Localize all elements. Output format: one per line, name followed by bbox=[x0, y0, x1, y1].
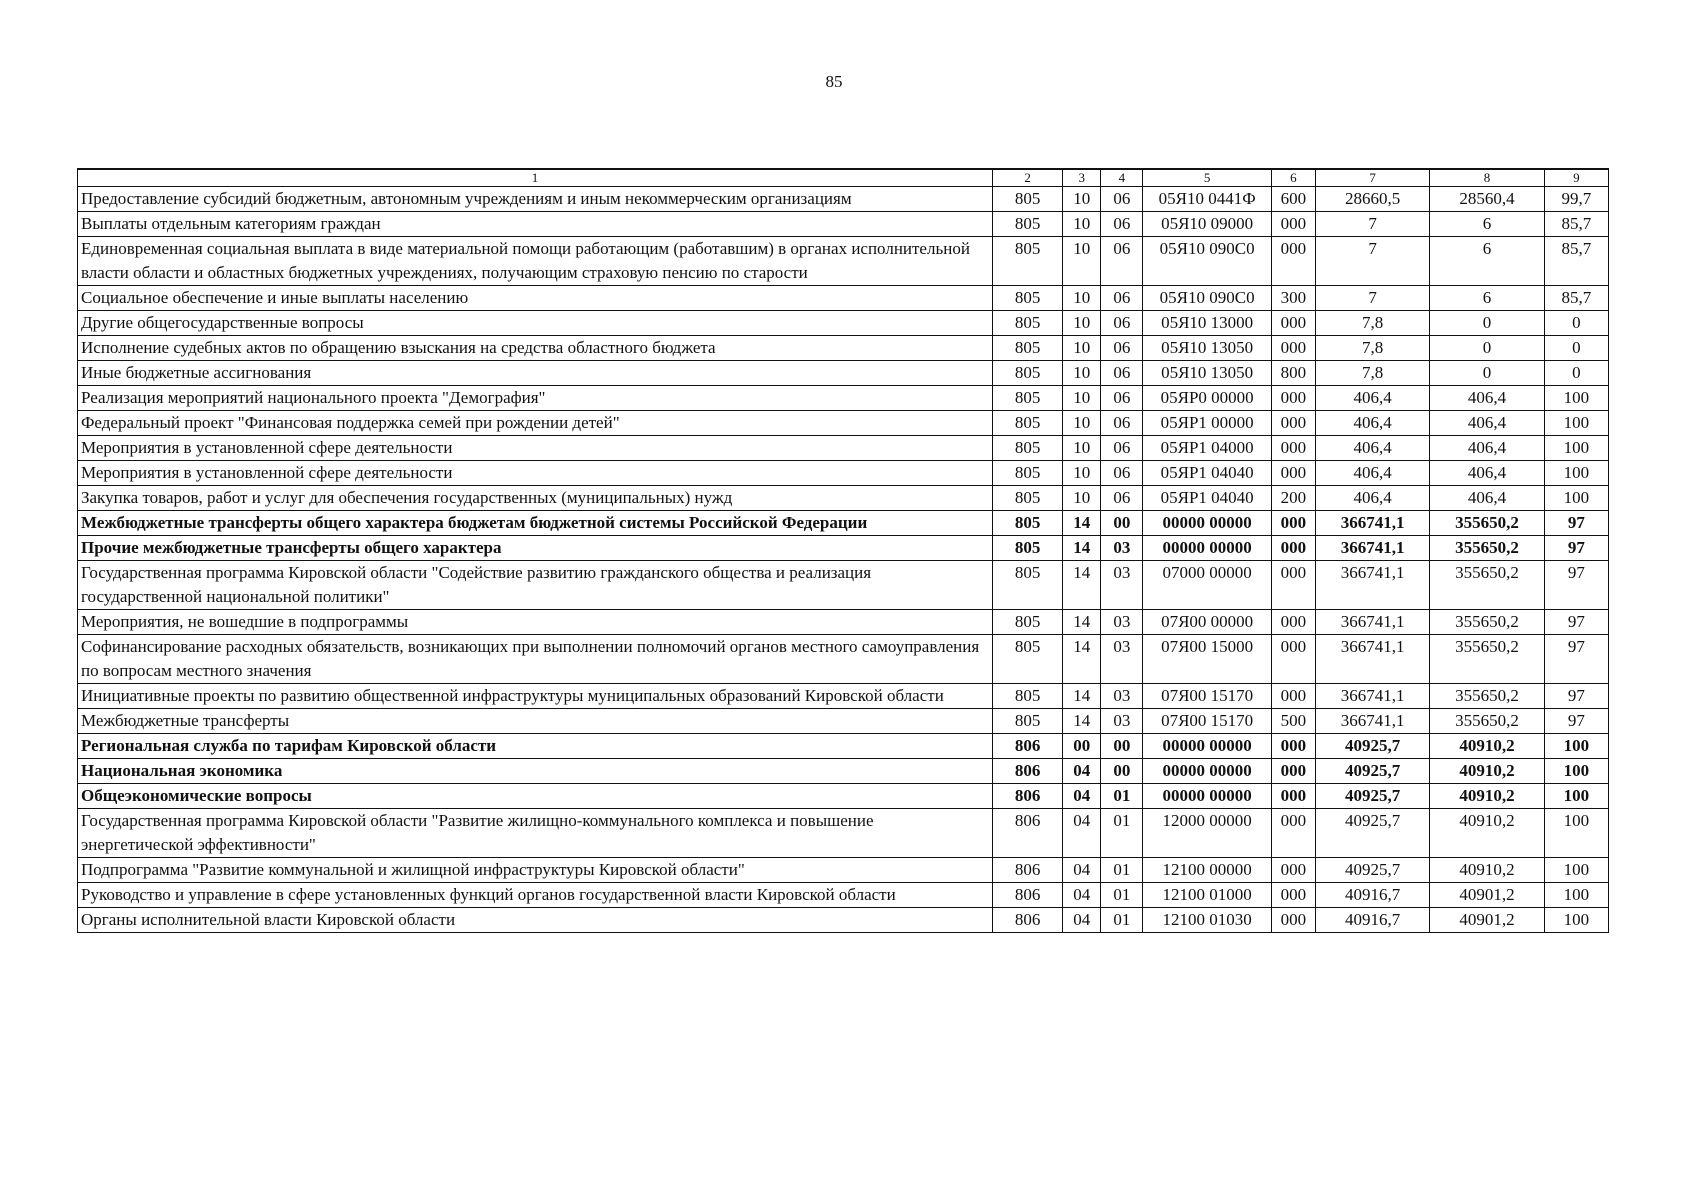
row-target-article: 05ЯР1 04040 bbox=[1143, 461, 1271, 486]
row-expense-type: 600 bbox=[1271, 187, 1315, 212]
row-expense-type: 000 bbox=[1271, 311, 1315, 336]
row-section-code: 04 bbox=[1063, 759, 1101, 784]
row-execution-percent: 97 bbox=[1544, 536, 1608, 561]
row-ved-code: 805 bbox=[992, 536, 1062, 561]
row-section-code: 04 bbox=[1063, 858, 1101, 883]
row-planned-amount: 7 bbox=[1315, 212, 1429, 237]
row-execution-percent: 100 bbox=[1544, 436, 1608, 461]
row-name: Иные бюджетные ассигнования bbox=[78, 361, 993, 386]
table-row bbox=[78, 411, 1609, 436]
row-planned-amount: 40925,7 bbox=[1315, 734, 1429, 759]
row-planned-amount: 28660,5 bbox=[1315, 187, 1429, 212]
row-expense-type: 000 bbox=[1271, 212, 1315, 237]
row-actual-amount: 406,4 bbox=[1430, 486, 1544, 511]
row-execution-percent: 100 bbox=[1544, 908, 1608, 933]
row-execution-percent: 97 bbox=[1544, 511, 1608, 536]
row-name: Другие общегосударственные вопросы bbox=[78, 311, 993, 336]
row-expense-type: 500 bbox=[1271, 709, 1315, 734]
row-execution-percent: 99,7 bbox=[1544, 187, 1608, 212]
row-execution-percent: 100 bbox=[1544, 784, 1608, 809]
row-name: Федеральный проект "Финансовая поддержка семей при рождении детей" bbox=[78, 411, 993, 436]
row-expense-type: 000 bbox=[1271, 883, 1315, 908]
row-name: Общеэкономические вопросы bbox=[78, 784, 993, 809]
row-target-article: 12100 01000 bbox=[1143, 883, 1271, 908]
row-name: Мероприятия в установленной сфере деятельности bbox=[78, 461, 993, 486]
row-ved-code: 805 bbox=[992, 311, 1062, 336]
row-subsection-code: 01 bbox=[1101, 809, 1143, 858]
row-actual-amount: 40910,2 bbox=[1430, 759, 1544, 784]
row-execution-percent: 97 bbox=[1544, 709, 1608, 734]
row-target-article: 00000 00000 bbox=[1143, 784, 1271, 809]
row-expense-type: 000 bbox=[1271, 511, 1315, 536]
table-row bbox=[78, 511, 1609, 536]
row-subsection-code: 03 bbox=[1101, 610, 1143, 635]
row-execution-percent: 0 bbox=[1544, 311, 1608, 336]
table-row bbox=[78, 684, 1609, 709]
row-subsection-code: 00 bbox=[1101, 759, 1143, 784]
row-name: Софинансирование расходных обязательств, возникающих при выполнении полномочий органов местного самоуправления по вопросам местного значения bbox=[78, 635, 993, 684]
row-target-article: 12000 00000 bbox=[1143, 809, 1271, 858]
row-planned-amount: 366741,1 bbox=[1315, 561, 1429, 610]
row-subsection-code: 06 bbox=[1101, 311, 1143, 336]
row-actual-amount: 6 bbox=[1430, 286, 1544, 311]
row-planned-amount: 40916,7 bbox=[1315, 908, 1429, 933]
header-col-4: 4 bbox=[1101, 169, 1143, 187]
table-row bbox=[78, 883, 1609, 908]
row-ved-code: 805 bbox=[992, 361, 1062, 386]
row-expense-type: 000 bbox=[1271, 461, 1315, 486]
header-row bbox=[78, 169, 1609, 187]
row-subsection-code: 06 bbox=[1101, 386, 1143, 411]
row-actual-amount: 406,4 bbox=[1430, 436, 1544, 461]
row-actual-amount: 0 bbox=[1430, 311, 1544, 336]
row-subsection-code: 03 bbox=[1101, 709, 1143, 734]
row-planned-amount: 406,4 bbox=[1315, 411, 1429, 436]
row-name: Мероприятия в установленной сфере деятельности bbox=[78, 436, 993, 461]
row-section-code: 04 bbox=[1063, 784, 1101, 809]
row-planned-amount: 406,4 bbox=[1315, 486, 1429, 511]
table-row bbox=[78, 436, 1609, 461]
row-ved-code: 805 bbox=[992, 187, 1062, 212]
table-row bbox=[78, 461, 1609, 486]
row-execution-percent: 0 bbox=[1544, 336, 1608, 361]
row-target-article: 05Я10 13050 bbox=[1143, 361, 1271, 386]
row-actual-amount: 355650,2 bbox=[1430, 561, 1544, 610]
row-target-article: 00000 00000 bbox=[1143, 734, 1271, 759]
header-col-1: 1 bbox=[78, 169, 993, 187]
row-execution-percent: 100 bbox=[1544, 759, 1608, 784]
row-ved-code: 805 bbox=[992, 511, 1062, 536]
row-section-code: 10 bbox=[1063, 336, 1101, 361]
page-number: 85 bbox=[825, 72, 843, 91]
row-name: Выплаты отдельным категориям граждан bbox=[78, 212, 993, 237]
row-target-article: 12100 01030 bbox=[1143, 908, 1271, 933]
row-ved-code: 806 bbox=[992, 908, 1062, 933]
header-col-8: 8 bbox=[1430, 169, 1544, 187]
row-actual-amount: 0 bbox=[1430, 361, 1544, 386]
row-actual-amount: 406,4 bbox=[1430, 386, 1544, 411]
row-execution-percent: 100 bbox=[1544, 883, 1608, 908]
row-subsection-code: 01 bbox=[1101, 858, 1143, 883]
row-expense-type: 000 bbox=[1271, 411, 1315, 436]
row-target-article: 07000 00000 bbox=[1143, 561, 1271, 610]
table-row bbox=[78, 386, 1609, 411]
row-actual-amount: 355650,2 bbox=[1430, 684, 1544, 709]
row-expense-type: 000 bbox=[1271, 436, 1315, 461]
header-col-9: 9 bbox=[1544, 169, 1608, 187]
row-execution-percent: 97 bbox=[1544, 610, 1608, 635]
row-target-article: 05Я10 0441Ф bbox=[1143, 187, 1271, 212]
row-section-code: 10 bbox=[1063, 187, 1101, 212]
row-target-article: 05ЯР0 00000 bbox=[1143, 386, 1271, 411]
row-expense-type: 200 bbox=[1271, 486, 1315, 511]
table-row bbox=[78, 784, 1609, 809]
row-target-article: 05Я10 09000 bbox=[1143, 212, 1271, 237]
row-planned-amount: 366741,1 bbox=[1315, 684, 1429, 709]
row-execution-percent: 85,7 bbox=[1544, 286, 1608, 311]
row-execution-percent: 100 bbox=[1544, 858, 1608, 883]
header-col-3: 3 bbox=[1063, 169, 1101, 187]
row-subsection-code: 01 bbox=[1101, 883, 1143, 908]
table-row bbox=[78, 809, 1609, 858]
row-actual-amount: 40910,2 bbox=[1430, 809, 1544, 858]
row-name: Реализация мероприятий национального проекта "Демография" bbox=[78, 386, 993, 411]
row-expense-type: 000 bbox=[1271, 635, 1315, 684]
row-execution-percent: 100 bbox=[1544, 461, 1608, 486]
row-section-code: 14 bbox=[1063, 709, 1101, 734]
row-target-article: 07Я00 00000 bbox=[1143, 610, 1271, 635]
row-name: Региональная служба по тарифам Кировской области bbox=[78, 734, 993, 759]
row-ved-code: 806 bbox=[992, 784, 1062, 809]
row-planned-amount: 406,4 bbox=[1315, 436, 1429, 461]
row-target-article: 07Я00 15170 bbox=[1143, 684, 1271, 709]
row-expense-type: 000 bbox=[1271, 784, 1315, 809]
table-row bbox=[78, 336, 1609, 361]
row-ved-code: 806 bbox=[992, 759, 1062, 784]
row-name: Исполнение судебных актов по обращению взыскания на средства областного бюджета bbox=[78, 336, 993, 361]
row-subsection-code: 06 bbox=[1101, 411, 1143, 436]
row-section-code: 10 bbox=[1063, 436, 1101, 461]
row-name: Социальное обеспечение и иные выплаты населению bbox=[78, 286, 993, 311]
row-ved-code: 805 bbox=[992, 610, 1062, 635]
table-row bbox=[78, 486, 1609, 511]
row-execution-percent: 85,7 bbox=[1544, 212, 1608, 237]
row-expense-type: 800 bbox=[1271, 361, 1315, 386]
row-expense-type: 000 bbox=[1271, 684, 1315, 709]
row-planned-amount: 366741,1 bbox=[1315, 511, 1429, 536]
row-name: Межбюджетные трансферты bbox=[78, 709, 993, 734]
row-name: Межбюджетные трансферты общего характера бюджетам бюджетной системы Российской Федерации bbox=[78, 511, 993, 536]
header-col-6: 6 bbox=[1271, 169, 1315, 187]
table-row bbox=[78, 361, 1609, 386]
row-planned-amount: 7,8 bbox=[1315, 361, 1429, 386]
row-actual-amount: 6 bbox=[1430, 237, 1544, 286]
row-actual-amount: 406,4 bbox=[1430, 411, 1544, 436]
table-row bbox=[78, 561, 1609, 610]
row-ved-code: 806 bbox=[992, 734, 1062, 759]
row-planned-amount: 7 bbox=[1315, 237, 1429, 286]
row-expense-type: 000 bbox=[1271, 386, 1315, 411]
row-ved-code: 805 bbox=[992, 461, 1062, 486]
row-section-code: 14 bbox=[1063, 561, 1101, 610]
row-subsection-code: 06 bbox=[1101, 187, 1143, 212]
row-section-code: 10 bbox=[1063, 386, 1101, 411]
row-actual-amount: 6 bbox=[1430, 212, 1544, 237]
row-subsection-code: 06 bbox=[1101, 212, 1143, 237]
row-planned-amount: 40925,7 bbox=[1315, 858, 1429, 883]
row-actual-amount: 40901,2 bbox=[1430, 908, 1544, 933]
row-target-article: 12100 00000 bbox=[1143, 858, 1271, 883]
row-section-code: 14 bbox=[1063, 610, 1101, 635]
row-section-code: 14 bbox=[1063, 684, 1101, 709]
row-planned-amount: 40925,7 bbox=[1315, 809, 1429, 858]
table-row bbox=[78, 311, 1609, 336]
row-section-code: 04 bbox=[1063, 809, 1101, 858]
row-execution-percent: 100 bbox=[1544, 809, 1608, 858]
budget-table bbox=[77, 168, 1609, 933]
row-section-code: 04 bbox=[1063, 883, 1101, 908]
row-subsection-code: 06 bbox=[1101, 461, 1143, 486]
row-ved-code: 806 bbox=[992, 809, 1062, 858]
row-ved-code: 805 bbox=[992, 237, 1062, 286]
row-expense-type: 000 bbox=[1271, 759, 1315, 784]
table-row bbox=[78, 734, 1609, 759]
row-name: Государственная программа Кировской области "Содействие развитию гражданского общества и реализация государственной национальной политики" bbox=[78, 561, 993, 610]
row-planned-amount: 40925,7 bbox=[1315, 784, 1429, 809]
row-ved-code: 805 bbox=[992, 684, 1062, 709]
row-execution-percent: 97 bbox=[1544, 684, 1608, 709]
row-ved-code: 806 bbox=[992, 858, 1062, 883]
row-actual-amount: 40910,2 bbox=[1430, 784, 1544, 809]
row-actual-amount: 355650,2 bbox=[1430, 511, 1544, 536]
row-actual-amount: 28560,4 bbox=[1430, 187, 1544, 212]
row-target-article: 05ЯР1 04000 bbox=[1143, 436, 1271, 461]
row-target-article: 05ЯР1 00000 bbox=[1143, 411, 1271, 436]
row-section-code: 14 bbox=[1063, 635, 1101, 684]
row-ved-code: 805 bbox=[992, 336, 1062, 361]
row-name: Национальная экономика bbox=[78, 759, 993, 784]
row-target-article: 05Я10 090С0 bbox=[1143, 237, 1271, 286]
row-execution-percent: 100 bbox=[1544, 411, 1608, 436]
row-execution-percent: 97 bbox=[1544, 635, 1608, 684]
row-section-code: 10 bbox=[1063, 486, 1101, 511]
row-name: Подпрограмма "Развитие коммунальной и жилищной инфраструктуры Кировской области" bbox=[78, 858, 993, 883]
row-actual-amount: 0 bbox=[1430, 336, 1544, 361]
row-subsection-code: 01 bbox=[1101, 784, 1143, 809]
row-actual-amount: 406,4 bbox=[1430, 461, 1544, 486]
row-section-code: 10 bbox=[1063, 461, 1101, 486]
row-name: Государственная программа Кировской области "Развитие жилищно-коммунального комплекса и повышение энергетической эффективности" bbox=[78, 809, 993, 858]
table-row bbox=[78, 709, 1609, 734]
header-col-7: 7 bbox=[1315, 169, 1429, 187]
row-subsection-code: 06 bbox=[1101, 486, 1143, 511]
row-ved-code: 805 bbox=[992, 212, 1062, 237]
row-execution-percent: 100 bbox=[1544, 734, 1608, 759]
row-name: Единовременная социальная выплата в виде материальной помощи работающим (работавшим) в органах исполнительной власти области и областных бюджетных учреждениях, получающим страховую пенсию по старости bbox=[78, 237, 993, 286]
row-actual-amount: 40901,2 bbox=[1430, 883, 1544, 908]
row-subsection-code: 03 bbox=[1101, 684, 1143, 709]
table-row bbox=[78, 908, 1609, 933]
row-actual-amount: 355650,2 bbox=[1430, 536, 1544, 561]
row-expense-type: 300 bbox=[1271, 286, 1315, 311]
row-name: Предоставление субсидий бюджетным, автономным учреждениям и иным некоммерческим организациям bbox=[78, 187, 993, 212]
table-row bbox=[78, 286, 1609, 311]
table-body bbox=[78, 187, 1609, 933]
row-ved-code: 805 bbox=[992, 561, 1062, 610]
row-subsection-code: 03 bbox=[1101, 635, 1143, 684]
row-subsection-code: 00 bbox=[1101, 734, 1143, 759]
row-subsection-code: 06 bbox=[1101, 361, 1143, 386]
row-subsection-code: 06 bbox=[1101, 336, 1143, 361]
row-execution-percent: 100 bbox=[1544, 386, 1608, 411]
row-target-article: 00000 00000 bbox=[1143, 536, 1271, 561]
row-expense-type: 000 bbox=[1271, 858, 1315, 883]
row-execution-percent: 85,7 bbox=[1544, 237, 1608, 286]
row-name: Мероприятия, не вошедшие в подпрограммы bbox=[78, 610, 993, 635]
row-target-article: 00000 00000 bbox=[1143, 759, 1271, 784]
row-name: Закупка товаров, работ и услуг для обеспечения государственных (муниципальных) нужд bbox=[78, 486, 993, 511]
row-section-code: 10 bbox=[1063, 411, 1101, 436]
row-ved-code: 805 bbox=[992, 635, 1062, 684]
row-name: Прочие межбюджетные трансферты общего характера bbox=[78, 536, 993, 561]
row-planned-amount: 40925,7 bbox=[1315, 759, 1429, 784]
row-ved-code: 806 bbox=[992, 883, 1062, 908]
row-execution-percent: 0 bbox=[1544, 361, 1608, 386]
row-ved-code: 805 bbox=[992, 709, 1062, 734]
row-subsection-code: 06 bbox=[1101, 237, 1143, 286]
row-actual-amount: 40910,2 bbox=[1430, 734, 1544, 759]
row-name: Органы исполнительной власти Кировской области bbox=[78, 908, 993, 933]
row-planned-amount: 7 bbox=[1315, 286, 1429, 311]
row-target-article: 05Я10 13000 bbox=[1143, 311, 1271, 336]
row-ved-code: 805 bbox=[992, 386, 1062, 411]
row-expense-type: 000 bbox=[1271, 561, 1315, 610]
row-target-article: 07Я00 15000 bbox=[1143, 635, 1271, 684]
row-planned-amount: 366741,1 bbox=[1315, 536, 1429, 561]
row-section-code: 00 bbox=[1063, 734, 1101, 759]
row-section-code: 10 bbox=[1063, 361, 1101, 386]
row-subsection-code: 03 bbox=[1101, 561, 1143, 610]
row-expense-type: 000 bbox=[1271, 536, 1315, 561]
row-subsection-code: 01 bbox=[1101, 908, 1143, 933]
table-row bbox=[78, 237, 1609, 286]
header-col-2: 2 bbox=[992, 169, 1062, 187]
row-planned-amount: 406,4 bbox=[1315, 461, 1429, 486]
row-expense-type: 000 bbox=[1271, 809, 1315, 858]
table-row bbox=[78, 536, 1609, 561]
table-row bbox=[78, 759, 1609, 784]
row-name: Руководство и управление в сфере установленных функций органов государственной власти Кировской области bbox=[78, 883, 993, 908]
row-planned-amount: 366741,1 bbox=[1315, 635, 1429, 684]
row-section-code: 04 bbox=[1063, 908, 1101, 933]
row-target-article: 00000 00000 bbox=[1143, 511, 1271, 536]
row-planned-amount: 40916,7 bbox=[1315, 883, 1429, 908]
row-actual-amount: 40910,2 bbox=[1430, 858, 1544, 883]
row-name: Инициативные проекты по развитию общественной инфраструктуры муниципальных образований Кировской области bbox=[78, 684, 993, 709]
table-row bbox=[78, 635, 1609, 684]
table-row bbox=[78, 610, 1609, 635]
row-ved-code: 805 bbox=[992, 436, 1062, 461]
row-target-article: 05Я10 13050 bbox=[1143, 336, 1271, 361]
header-col-5: 5 bbox=[1143, 169, 1271, 187]
row-planned-amount: 366741,1 bbox=[1315, 610, 1429, 635]
row-expense-type: 000 bbox=[1271, 734, 1315, 759]
row-planned-amount: 366741,1 bbox=[1315, 709, 1429, 734]
row-execution-percent: 100 bbox=[1544, 486, 1608, 511]
row-section-code: 14 bbox=[1063, 536, 1101, 561]
row-subsection-code: 00 bbox=[1101, 511, 1143, 536]
row-actual-amount: 355650,2 bbox=[1430, 610, 1544, 635]
row-section-code: 10 bbox=[1063, 212, 1101, 237]
row-expense-type: 000 bbox=[1271, 610, 1315, 635]
row-ved-code: 805 bbox=[992, 286, 1062, 311]
row-expense-type: 000 bbox=[1271, 908, 1315, 933]
table-row bbox=[78, 858, 1609, 883]
row-expense-type: 000 bbox=[1271, 336, 1315, 361]
table-row bbox=[78, 187, 1609, 212]
row-execution-percent: 97 bbox=[1544, 561, 1608, 610]
row-target-article: 05ЯР1 04040 bbox=[1143, 486, 1271, 511]
row-expense-type: 000 bbox=[1271, 237, 1315, 286]
row-section-code: 10 bbox=[1063, 286, 1101, 311]
row-actual-amount: 355650,2 bbox=[1430, 635, 1544, 684]
row-section-code: 10 bbox=[1063, 237, 1101, 286]
row-ved-code: 805 bbox=[992, 486, 1062, 511]
row-planned-amount: 7,8 bbox=[1315, 311, 1429, 336]
row-target-article: 07Я00 15170 bbox=[1143, 709, 1271, 734]
table-row bbox=[78, 212, 1609, 237]
row-subsection-code: 06 bbox=[1101, 436, 1143, 461]
row-ved-code: 805 bbox=[992, 411, 1062, 436]
row-actual-amount: 355650,2 bbox=[1430, 709, 1544, 734]
row-subsection-code: 06 bbox=[1101, 286, 1143, 311]
row-planned-amount: 406,4 bbox=[1315, 386, 1429, 411]
row-section-code: 14 bbox=[1063, 511, 1101, 536]
row-planned-amount: 7,8 bbox=[1315, 336, 1429, 361]
row-target-article: 05Я10 090С0 bbox=[1143, 286, 1271, 311]
row-section-code: 10 bbox=[1063, 311, 1101, 336]
row-subsection-code: 03 bbox=[1101, 536, 1143, 561]
